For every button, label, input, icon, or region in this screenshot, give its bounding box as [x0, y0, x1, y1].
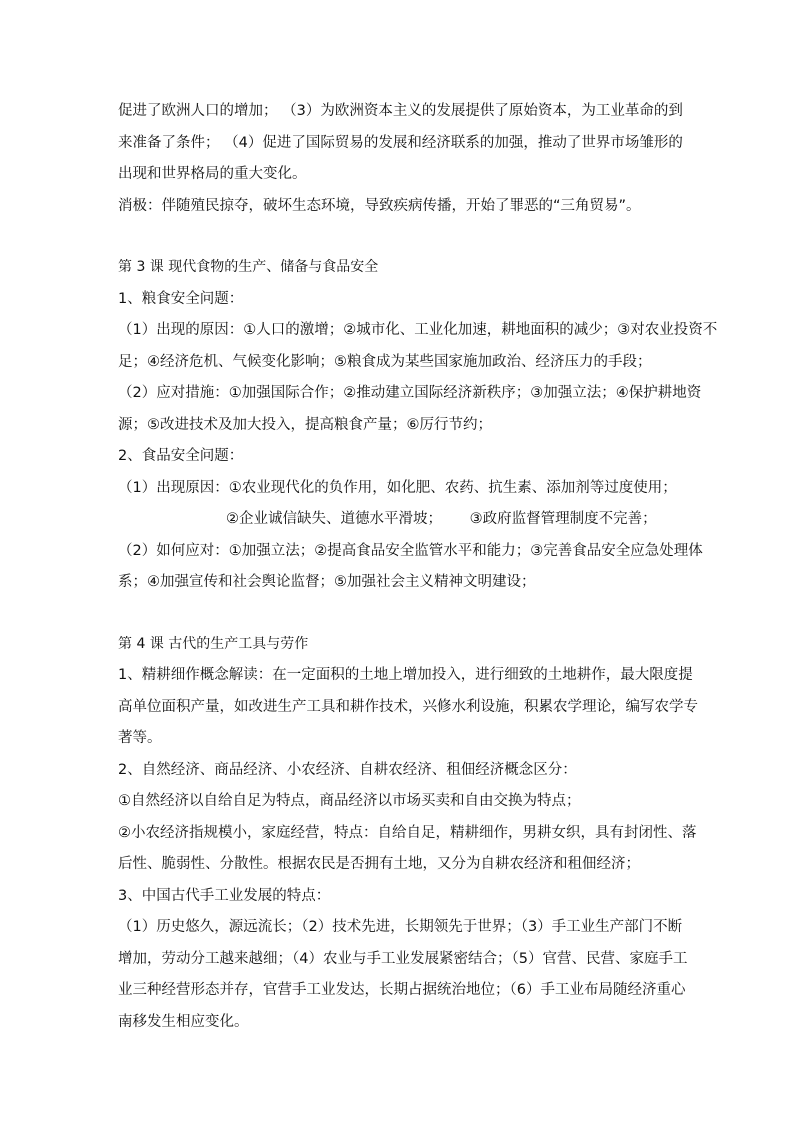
paragraph-line: 出现和世界格局的重大变化。 [118, 166, 307, 182]
paragraph-line: （2）应对措施：①加强国际合作；②推动建立国际经济新秩序；③加强立法；④保护耕地资 [118, 385, 702, 401]
paragraph-line: 后性、脆弱性、分散性。根据农民是否拥有土地，又分为自耕农经济和租佃经济； [118, 856, 640, 872]
paragraph-line: 系；④加强宣传和社会舆论监督；⑤加强社会主义精神文明建设； [118, 574, 536, 590]
section-heading: 2、食品安全问题： [118, 448, 244, 464]
paragraph-line: （1）历史悠久，源远流长；（2）技术先进，长期领先于世界；（3）手工业生产部门不断 [118, 919, 683, 935]
section-heading: 1、粮食安全问题： [118, 290, 244, 307]
section-heading: 3、中国古代手工业发展的特点： [118, 887, 331, 904]
paragraph-line: （2）如何应对：①加强立法；②提高食品安全监管水平和能力；③完善食品安全应急处理体 [118, 542, 703, 559]
document-page [118, 96, 718, 1038]
paragraph-line: 高单位面积产量，如改进生产工具和耕作技术，兴修水利设施，积累农学理论，编写农学专 [118, 698, 698, 715]
paragraph-line: ②小农经济指规模小，家庭经营，特点：自给自足，精耕细作，男耕女织，具有封闭性、落 [118, 824, 697, 841]
paragraph-line: ①自然经济以自给自足为特点，商品经济以市场买卖和自由交换为特点； [118, 793, 581, 809]
paragraph-line: 源；⑤改进技术及加大投入，提高粮食产量；⑥厉行节约； [118, 416, 492, 433]
lesson-title: 第 4 课 古代的生产工具与劳作 [118, 635, 309, 652]
paragraph-line: （1）出现原因：①农业现代化的负作用，如化肥、农药、抗生素、添加剂等过度使用； [118, 479, 677, 496]
paragraph-line: 著等。 [118, 730, 162, 746]
paragraph-line: 消极：伴随殖民掠夺，破坏生态环境，导致疾病传播，开始了罪恶的“三角贸易”。 [118, 197, 641, 214]
section-gap [118, 599, 678, 629]
lesson-title: 第 3 课 现代食物的生产、储备与食品安全 [118, 259, 379, 275]
paragraph-line: 促进了欧洲人口的增加； （3）为欧洲资本主义的发展提供了原始资本，为工业革命的到 [118, 103, 683, 119]
paragraph-line: （1）出现的原因：①人口的激增；②城市化、工业化加速，耕地面积的减少；③对农业投资不 [118, 322, 718, 338]
section-heading: 2、自然经济、商品经济、小农经济、自耕农经济、租佃经济概念区分： [118, 761, 577, 778]
paragraph-line: 足；④经济危机、气候变化影响；⑤粮食成为某些国家施加政治、经济压力的手段； [118, 353, 652, 370]
paragraph-line: 来准备了条件； （4）促进了国际贸易的发展和经济联系的加强，推动了世界市场雏形的 [118, 134, 683, 151]
paragraph-line: 业三种经营形态并存，官营手工业发达，长期占据统治地位；（6）手工业布局随经济重心 [118, 982, 686, 998]
section-gap [118, 222, 678, 252]
paragraph-line: ②企业诚信缺失、道德水平滑坡； ③政府监督管理制度不完善； [226, 511, 657, 527]
paragraph-line: 1、精耕细作概念解读：在一定面积的土地上增加投入，进行细致的土地耕作，最大限度提 [118, 667, 693, 683]
paragraph-line: 增加，劳动分工越来越细；（4）农业与手工业发展紧密结合；（5）官营、民营、家庭手工 [118, 950, 688, 967]
paragraph-line: 南移发生相应变化。 [118, 1013, 249, 1030]
